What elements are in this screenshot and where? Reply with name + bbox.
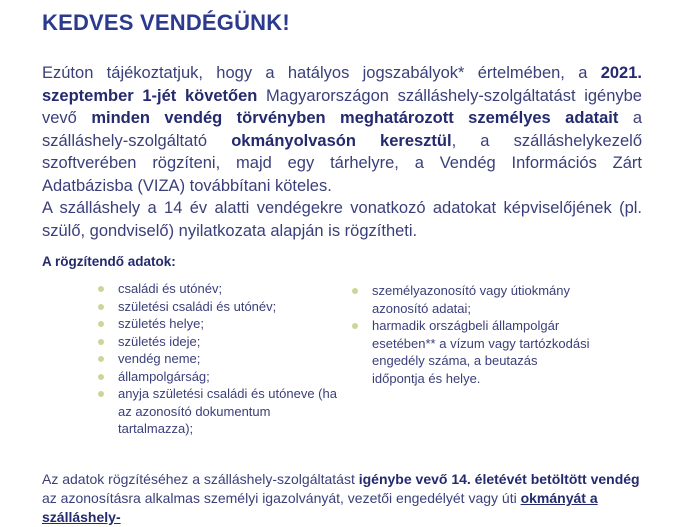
list-item: születés helye; — [98, 315, 338, 333]
list-item: harmadik országbeli állampolgár esetében** a vízum vagy tartózkodási engedély száma, a beutazás időpontja és helye. — [352, 317, 592, 387]
intro-text-1: Ezúton tájékoztatjuk, hogy a hatályos jogszabályok* értelmében, a — [42, 64, 601, 82]
list-item: születési családi és utónév; — [98, 298, 338, 316]
list-item: születés ideje; — [98, 333, 338, 351]
list-item: személyazonosító vagy útiokmány azonosító adatai; — [352, 282, 592, 317]
intro-bold-reader: okmányolvasón keresztül — [231, 131, 452, 150]
list-item: családi és utónév; — [98, 280, 338, 298]
footer-text-2: az azonosításra alkalmas személyi igazolványát, vezetői engedélyét vagy úti — [42, 490, 521, 506]
list-item: anyja születési családi és utóneve (ha az azonosító dokumentum tartalmazza); — [98, 385, 338, 438]
list-item: vendég neme; — [98, 350, 338, 368]
data-list-left — [98, 280, 338, 438]
intro-text-4: , a szálláshelykezelő szoftverében rögzíteni, majd egy tárhelyre, a Vendég Információs Zárt Adatbázisba (VIZA) továbbítani köteles. — [42, 131, 643, 195]
intro-text-3: a szálláshely-szolgáltató — [42, 109, 643, 150]
intro-paragraph-2: A szálláshely a 14 év alatti vendégekre vonatkozó adatokat képviselőjének (pl. szülő, gondviselő) nyilatkozata alapján is rögzítheti. — [42, 199, 642, 240]
data-list-right — [352, 282, 592, 387]
footer-text — [42, 470, 647, 527]
footer-bold-document: okmányát a szálláshely- — [42, 490, 598, 525]
list-item: állampolgárság; — [98, 368, 338, 386]
page-title: KEDVES VENDÉGÜNK! — [42, 10, 290, 35]
section-heading: A rögzítendő adatok: — [42, 254, 176, 269]
footer-text-1: Az adatok rögzítéséhez a szálláshely-szolgáltatást — [42, 471, 359, 487]
footer-bold-guest: igénybe vevő 14. életévét betöltött vendég — [358, 471, 640, 487]
intro-bold-data: minden vendég törvényben meghatározott személyes adatait — [91, 109, 619, 127]
intro-date: 2021. szeptember 1-jét követően — [42, 64, 642, 105]
intro-text — [42, 62, 642, 242]
intro-text-2: Magyarországon szálláshely-szolgáltatást igénybe vevő — [42, 86, 642, 127]
